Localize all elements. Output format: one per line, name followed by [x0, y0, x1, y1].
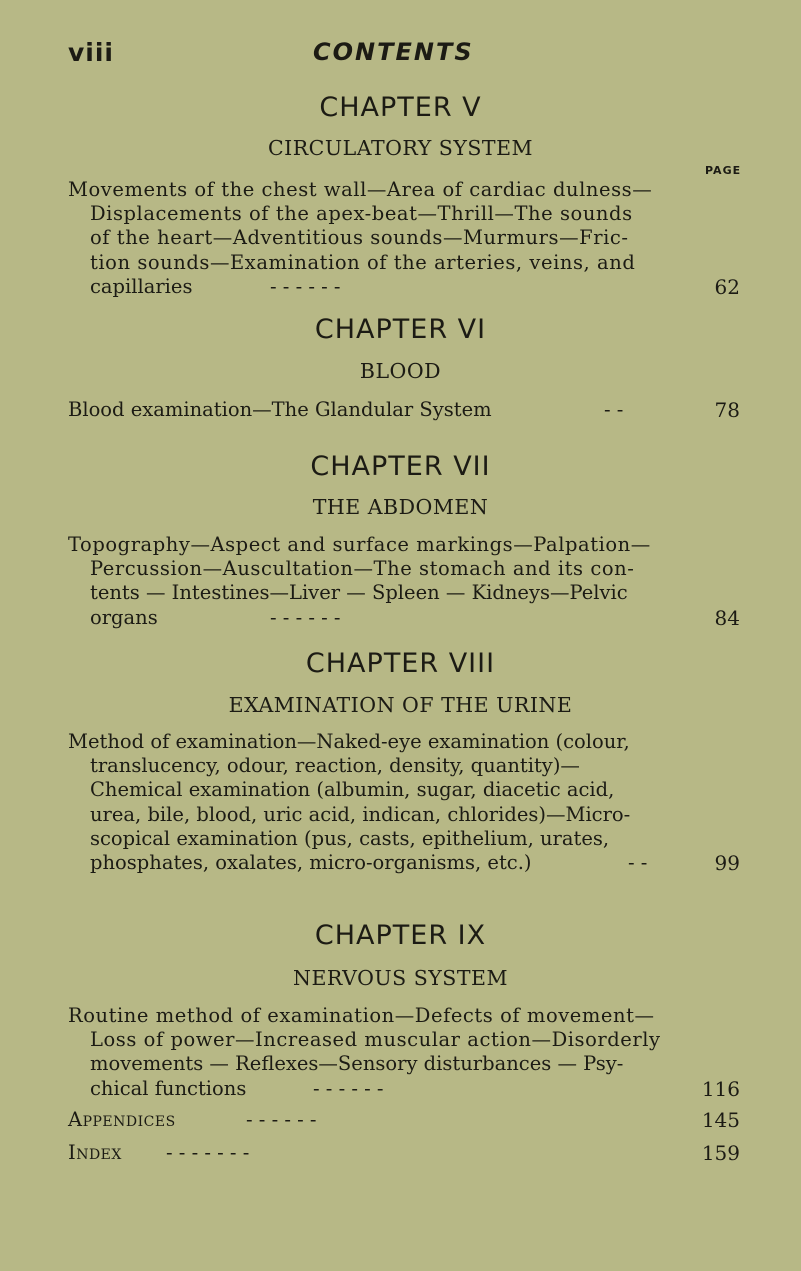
chapter-heading: CHAPTER VI [314, 314, 487, 345]
entry-last-line [68, 1077, 740, 1101]
dot-leader: - - - - - - [270, 274, 341, 298]
page-number: 159 [701, 1141, 740, 1165]
toc-entry [68, 730, 740, 875]
toc-entry-index [68, 1141, 740, 1165]
chapter-heading: CHAPTER VIII [305, 648, 496, 679]
running-head-title: CONTENTS [313, 38, 474, 66]
page-number: 78 [714, 398, 740, 422]
entry-line: Percussion—Auscultation—The stomach and its con- [90, 557, 635, 581]
entry-line: chical functions [90, 1076, 247, 1100]
chapter-subject: NERVOUS SYSTEM [293, 966, 508, 990]
entry-line: Method of examination—Naked-eye examination (colour, [68, 730, 630, 753]
entry-last-line [68, 851, 740, 875]
toc-entry [68, 1004, 740, 1101]
entry-line: organs [90, 605, 158, 629]
entry-line: urea, bile, blood, uric acid, indican, chlorides)—Micro- [90, 802, 631, 826]
entry-line: Loss of power—Increased muscular action—Disorderly [90, 1028, 661, 1052]
entry-line: translucency, odour, reaction, density, quantity)— [90, 754, 580, 778]
page-number: 116 [701, 1076, 740, 1101]
toc-entry [68, 178, 740, 299]
dot-leader: - - - - - - [270, 605, 341, 629]
entry-line: capillaries [90, 274, 193, 298]
toc-entry [68, 533, 740, 630]
chapter-heading: CHAPTER VII [310, 451, 491, 482]
entry-line: scopical examination (pus, casts, epithelium, urates, [90, 826, 610, 850]
page-number: 62 [714, 274, 740, 299]
entry-label: Appendices [68, 1108, 176, 1131]
chapter-heading: CHAPTER V [319, 92, 482, 123]
entry-line: Routine method of examination—Defects of movement— [68, 1004, 655, 1027]
entry-line: Chemical examination (albumin, sugar, diacetic acid, [90, 778, 615, 802]
page-number: 99 [714, 851, 740, 876]
dot-leader: - - - - - - [313, 1076, 384, 1100]
entry-last-line [68, 1108, 740, 1132]
entry-line: Blood examination—The Glandular System [68, 398, 492, 421]
entry-line: Topography—Aspect and surface markings—Palpation— [68, 533, 651, 556]
entry-line: tents — Intestines—Liver — Spleen — Kidneys—Pelvic [90, 581, 628, 605]
chapter-heading: CHAPTER IX [314, 920, 487, 951]
entry-last-line [68, 275, 740, 299]
entry-line: Movements of the chest wall—Area of cardiac dulness— [68, 178, 653, 201]
entry-line: phosphates, oxalates, micro-organisms, etc.) [90, 851, 532, 875]
running-head-page-number: viii [68, 38, 115, 67]
dot-leader: - - - - - - [246, 1108, 317, 1131]
entry-line: tion sounds—Examination of the arteries, veins, and [90, 250, 636, 274]
dot-leader: - - - - - - - [166, 1141, 250, 1164]
chapter-subject: THE ABDOMEN [312, 495, 489, 519]
entry-last-line [68, 1141, 740, 1165]
entry-last-line [68, 606, 740, 630]
chapter-subject: CIRCULATORY SYSTEM [267, 136, 534, 160]
entry-line: of the heart—Adventitious sounds—Murmurs—Fric- [90, 226, 629, 250]
page-column-label: PAGE [705, 164, 742, 177]
chapter-subject: EXAMINATION OF THE URINE [228, 693, 573, 717]
page-number: 145 [701, 1108, 740, 1132]
entry-last-line [68, 398, 740, 422]
entry-label: Index [68, 1141, 122, 1164]
toc-entry-appendices [68, 1108, 740, 1132]
page-number: 84 [714, 605, 740, 630]
entry-line: Displacements of the apex-beat—Thrill—The sounds [90, 202, 633, 226]
dot-leader: - - [628, 851, 648, 875]
dot-leader: - - [604, 398, 624, 421]
chapter-subject: BLOOD [359, 359, 442, 383]
entry-line: movements — Reflexes—Sensory disturbances — Psy- [90, 1052, 624, 1076]
toc-entry [68, 398, 740, 422]
